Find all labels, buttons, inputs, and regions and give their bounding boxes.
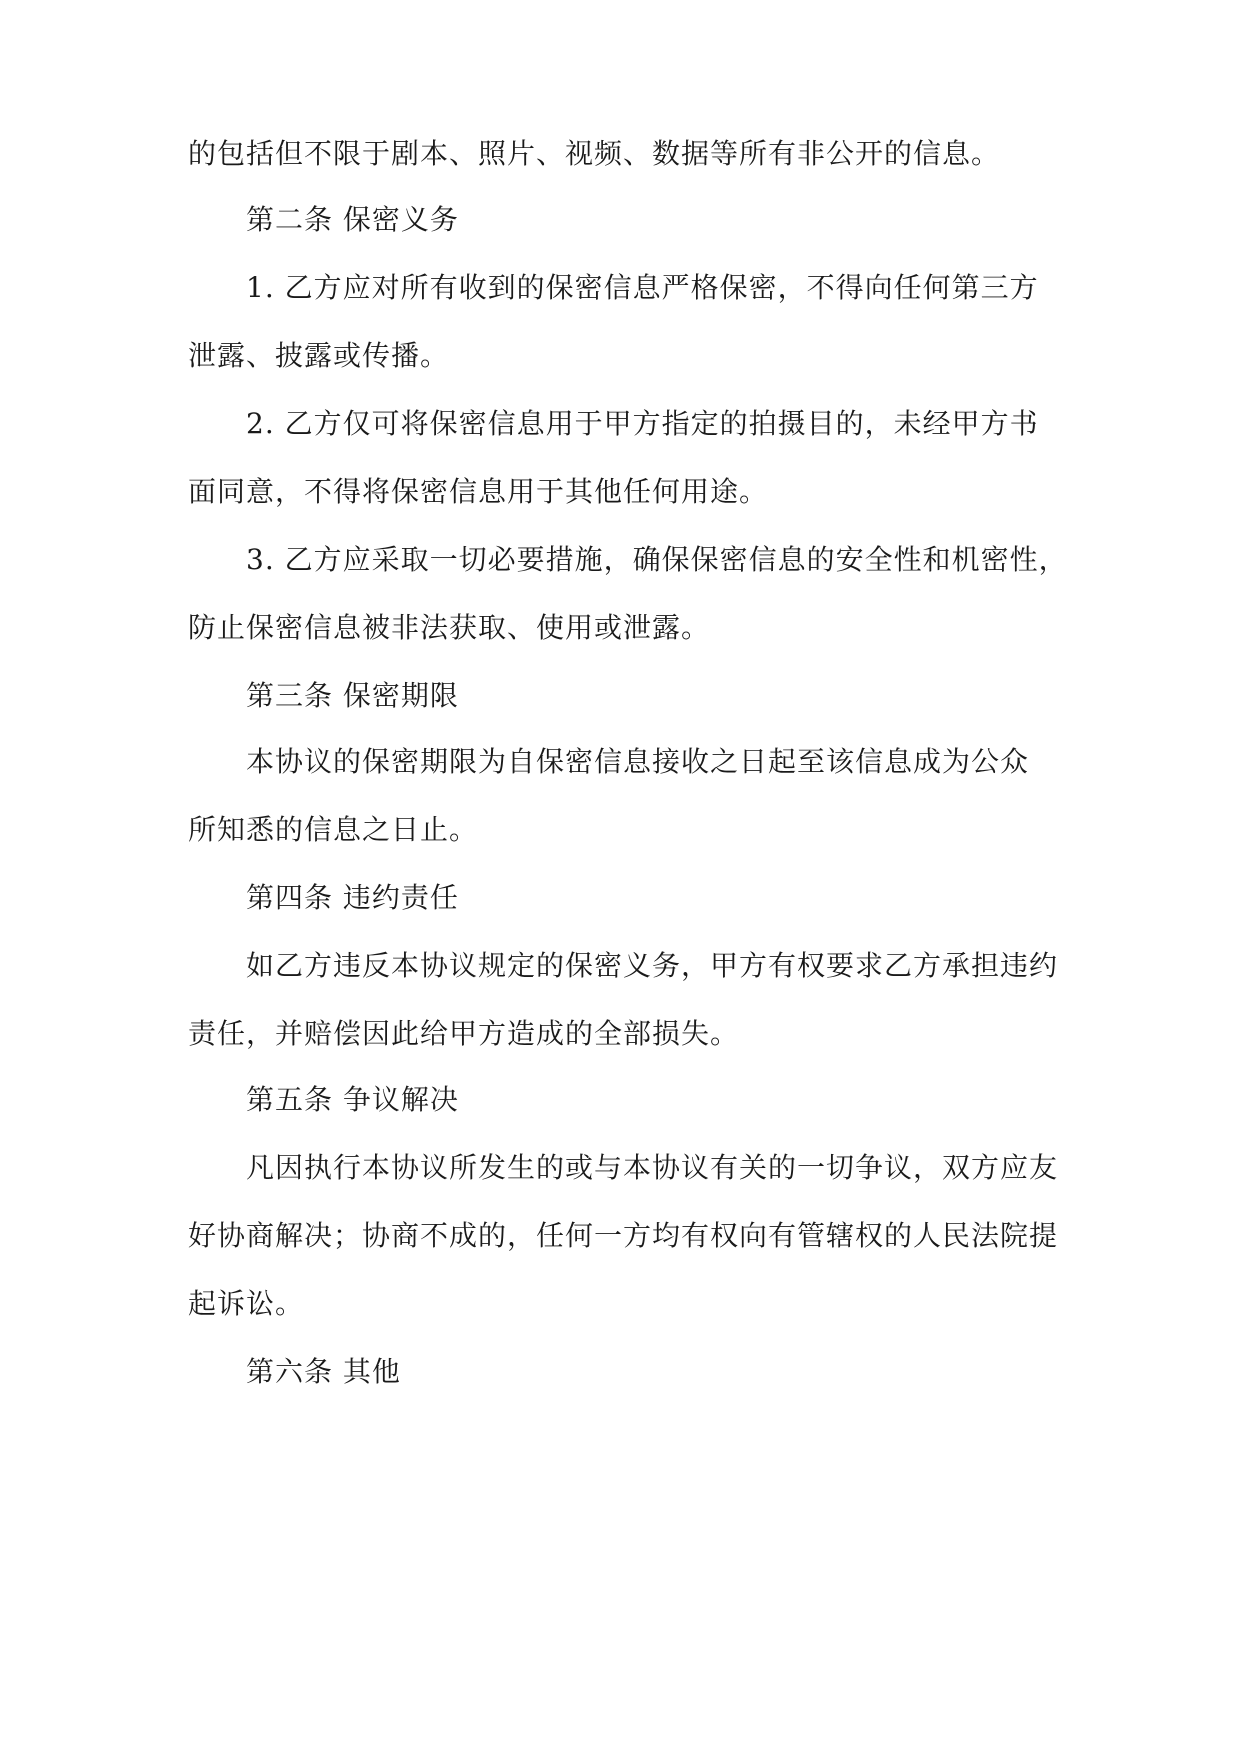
section-heading: 第三条 保密期限 [246,679,459,712]
paragraph-line: 的包括但不限于剧本、照片、视频、数据等所有非公开的信息。 [188,137,1001,170]
paragraph-line: 如乙方违反本协议规定的保密义务，甲方有权要求乙方承担违约 [246,949,1059,982]
paragraph-line: 本协议的保密期限为自保密信息接收之日起至该信息成为公众 [246,745,1030,778]
paragraph-line: 2. 乙方仅可将保密信息用于甲方指定的拍摄目的，未经甲方书 [246,407,1039,440]
paragraph-line: 凡因执行本协议所发生的或与本协议有关的一切争议，双方应友 [246,1151,1059,1184]
section-heading: 第六条 其他 [246,1355,401,1388]
paragraph-line: 好协商解决；协商不成的，任何一方均有权向有管辖权的人民法院提 [188,1219,1059,1252]
paragraph-line: 1. 乙方应对所有收到的保密信息严格保密，不得向任何第三方 [246,271,1039,304]
paragraph-line: 3. 乙方应采取一切必要措施，确保保密信息的安全性和机密性， [246,543,1068,576]
paragraph-line: 起诉讼。 [188,1287,305,1320]
paragraph-line: 防止保密信息被非法获取、使用或泄露。 [188,611,711,644]
paragraph-line: 泄露、披露或传播。 [188,339,450,372]
paragraph-line: 所知悉的信息之日止。 [188,813,479,846]
paragraph-line: 面同意，不得将保密信息用于其他任何用途。 [188,475,769,508]
section-heading: 第四条 违约责任 [246,881,459,914]
section-heading: 第二条 保密义务 [246,203,459,236]
section-heading: 第五条 争议解决 [246,1083,459,1116]
paragraph-line: 责任，并赔偿因此给甲方造成的全部损失。 [188,1017,740,1050]
